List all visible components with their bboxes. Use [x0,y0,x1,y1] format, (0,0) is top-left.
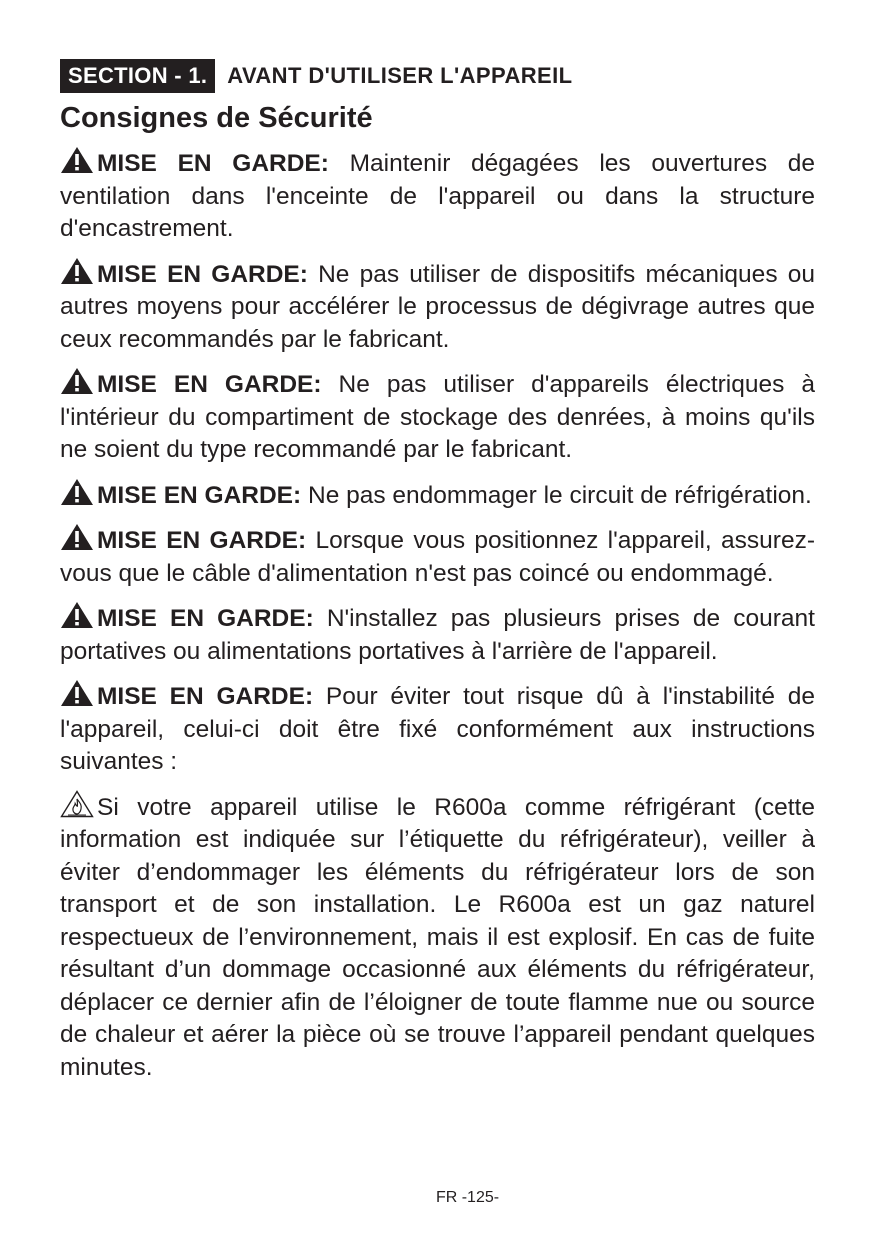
warning-triangle-icon [60,367,94,395]
warning-text: Ne pas utiliser d'appareils électriques à l'intérieur du compartiment de stockage des denrées, à moins qu'ils ne soient du type recommandé par le fabricant. [60,371,815,463]
warning-text: Lorsque vous positionnez l'appareil, assurez-vous que le câble d'alimentation n'est pas coincé ou endommagé. [60,527,815,587]
warning-item [60,146,815,246]
warning-label: MISE EN GARDE: [97,481,302,509]
warning-text: Pour éviter tout risque dû à l'instabilité de l'appareil, celui-ci doit être fixé conformément aux instructions suivantes : [60,683,815,775]
warning-label: MISE EN GARDE: [97,371,322,398]
warning-triangle-icon [60,523,94,551]
warning-list [60,146,815,1095]
warning-label: MISE EN GARDE: [97,150,329,177]
warning-item [60,523,815,590]
warning-label: MISE EN GARDE: [97,683,314,710]
warning-triangle-icon [60,679,94,707]
warning-triangle-icon [60,478,94,506]
warning-item [60,257,815,357]
warning-item [60,367,815,467]
warning-text: Ne pas utiliser de dispositifs mécaniques ou autres moyens pour accélérer le processus de dégivrage autres que ceux recommandés par le fabricant. [60,260,815,353]
warning-item [60,679,815,779]
flammable-note [60,790,815,1085]
page-number: FR -125- [435,1189,500,1206]
warning-triangle-icon [60,601,94,629]
flammable-warning-icon [60,790,94,818]
warning-item [60,478,815,513]
warning-label: MISE EN GARDE: [97,260,308,288]
warning-item [60,601,815,668]
warning-label: MISE EN GARDE: [97,527,307,554]
warning-label: MISE EN GARDE: [97,605,314,632]
warning-text: N'installez pas plusieurs prises de courant portatives ou alimentations portatives à l'arrière de l'appareil. [60,605,815,665]
warning-triangle-icon [60,257,94,285]
warning-triangle-icon [60,146,94,174]
warning-text: Ne pas endommager le circuit de réfrigération. [301,481,812,509]
section-title: AVANT D'UTILISER L'APPAREIL [227,63,573,88]
section-header [60,58,572,94]
section-tag: SECTION - 1. [60,59,215,93]
warning-text: Maintenir dégagées les ouvertures de ventilation dans l'enceinte de l'appareil ou dans la structure d'encastrement. [60,150,815,242]
flammable-note-text: Si votre appareil utilise le R600a comme réfrigérant (cette information est indiquée sur l’étiquette du réfrigérateur), veiller à éviter d’endommager les éléments du réfrigérateur lors de son transport et de son installation. Le R600a est un gaz naturel respectueux de l’environnement, mais il est explosif. En cas de fuite résultant d’un dommage occasionné aux éléments du réfrigérateur, déplacer ce dernier afin de l’éloigner de toute flamme nue ou source de chaleur et aérer la pièce où se trouve l’appareil pendant quelques minutes. [60,793,815,1081]
page-title: Consignes de Sécurité [60,102,373,134]
